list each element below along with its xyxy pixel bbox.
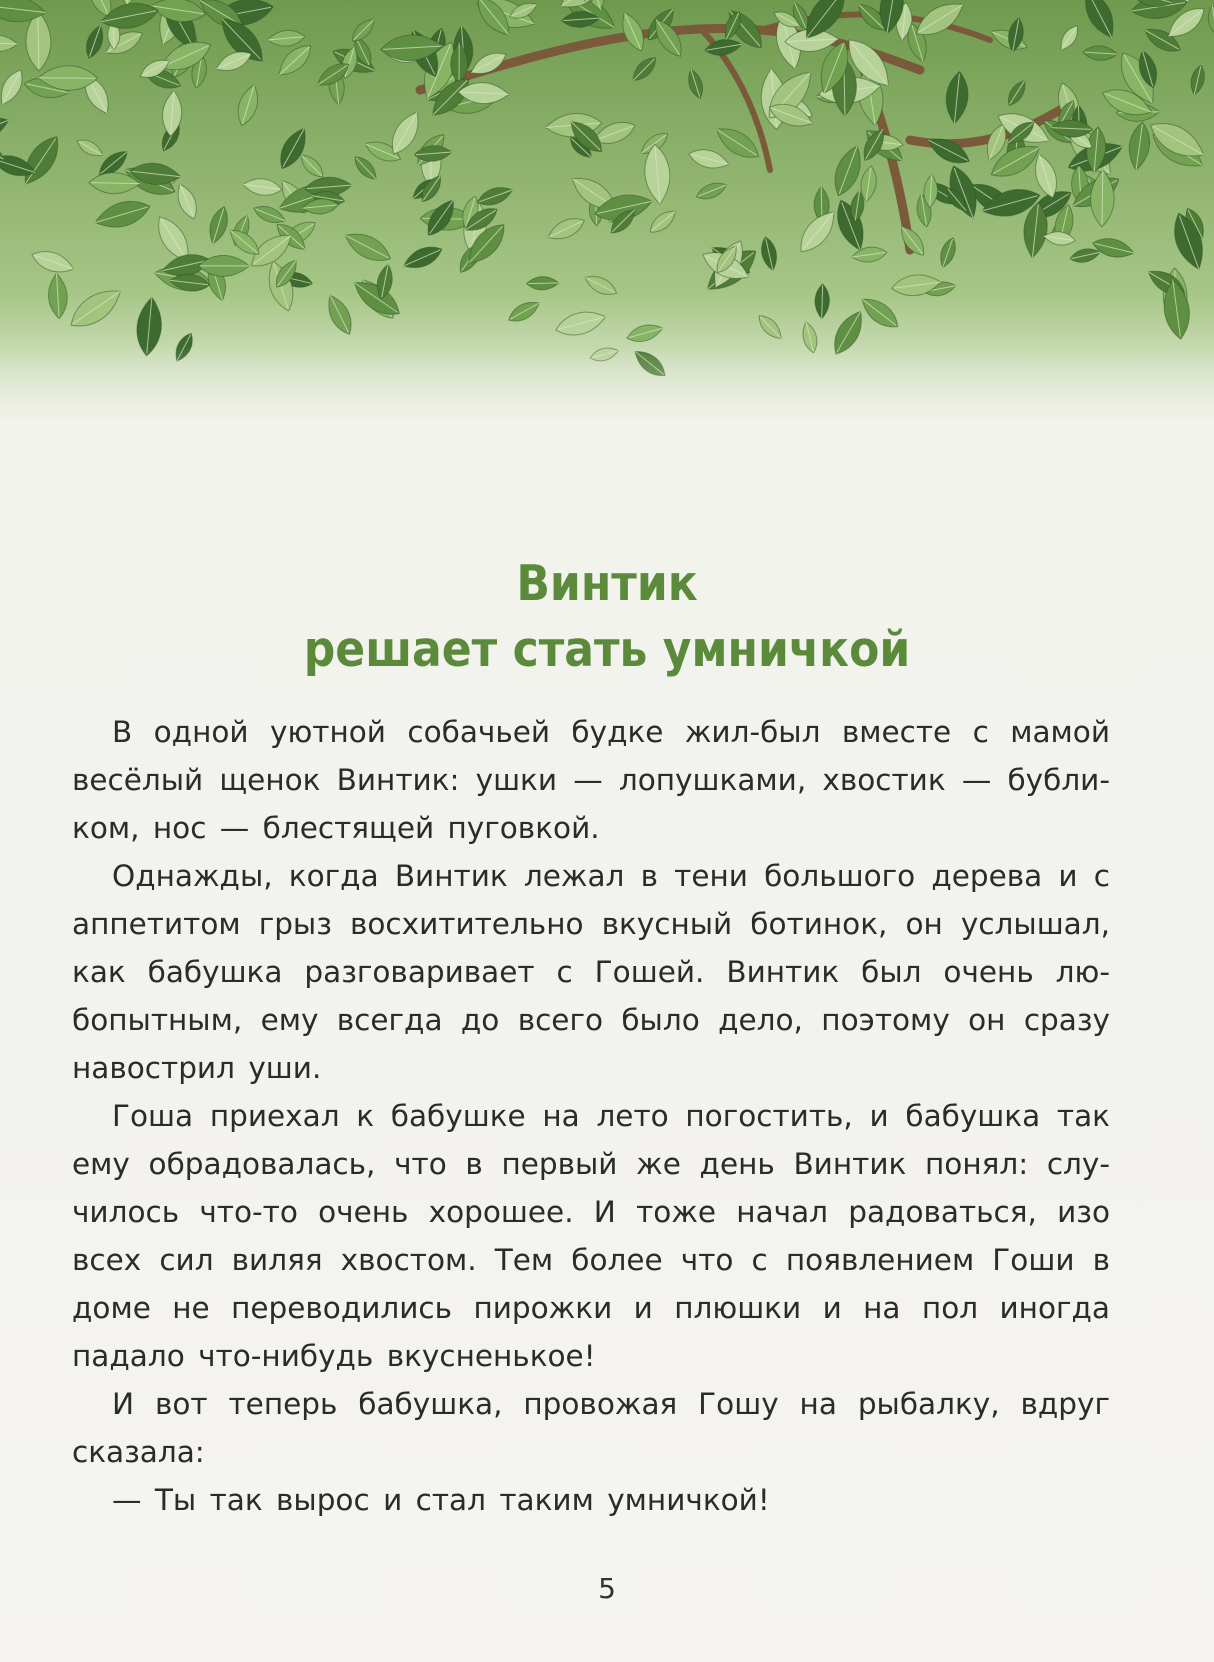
paragraph: — Ты так вырос и стал таким умничкой! bbox=[112, 1483, 770, 1517]
story-title-line-2: решает стать умничкой bbox=[303, 621, 911, 678]
page-number: 5 bbox=[598, 1572, 616, 1605]
paragraph: В одной уютной собачьей будке жил-был вместе с мамой весёлый щенок Винтик: ушки — лопушками, хвостик — бубли-ком, нос — блестящей пуговкой. bbox=[72, 715, 1110, 845]
paragraph: Однажды, когда Винтик лежал в тени большого дерева и с аппетитом грыз восхитительно вкусный ботинок, он услышал, как бабушка разговаривает с Гошей. Винтик был очень лю-бопытным, ему всегда до всего было дело, поэтому он сразу навострил уши. bbox=[72, 859, 1110, 1085]
paragraph: И вот теперь бабушка, провожая Гошу на рыбалку, вдруг сказала: bbox=[72, 1387, 1110, 1469]
paragraph: Гоша приехал к бабушке на лето погостить, и бабушка так ему обрадовалась, что в первый же день Винтик понял: слу-чилось что-то очень хорошее. И тоже начал радоваться, изо всех сил виляя хвостом. Тем более что с появлением Гоши в доме не переводились пирожки и плюшки и на пол иногда падало что-нибудь вкусненькое! bbox=[72, 1099, 1110, 1373]
foliage-illustration bbox=[0, 0, 1214, 480]
story-text bbox=[72, 708, 1110, 1524]
story-title-line-1: Винтик bbox=[516, 555, 698, 612]
